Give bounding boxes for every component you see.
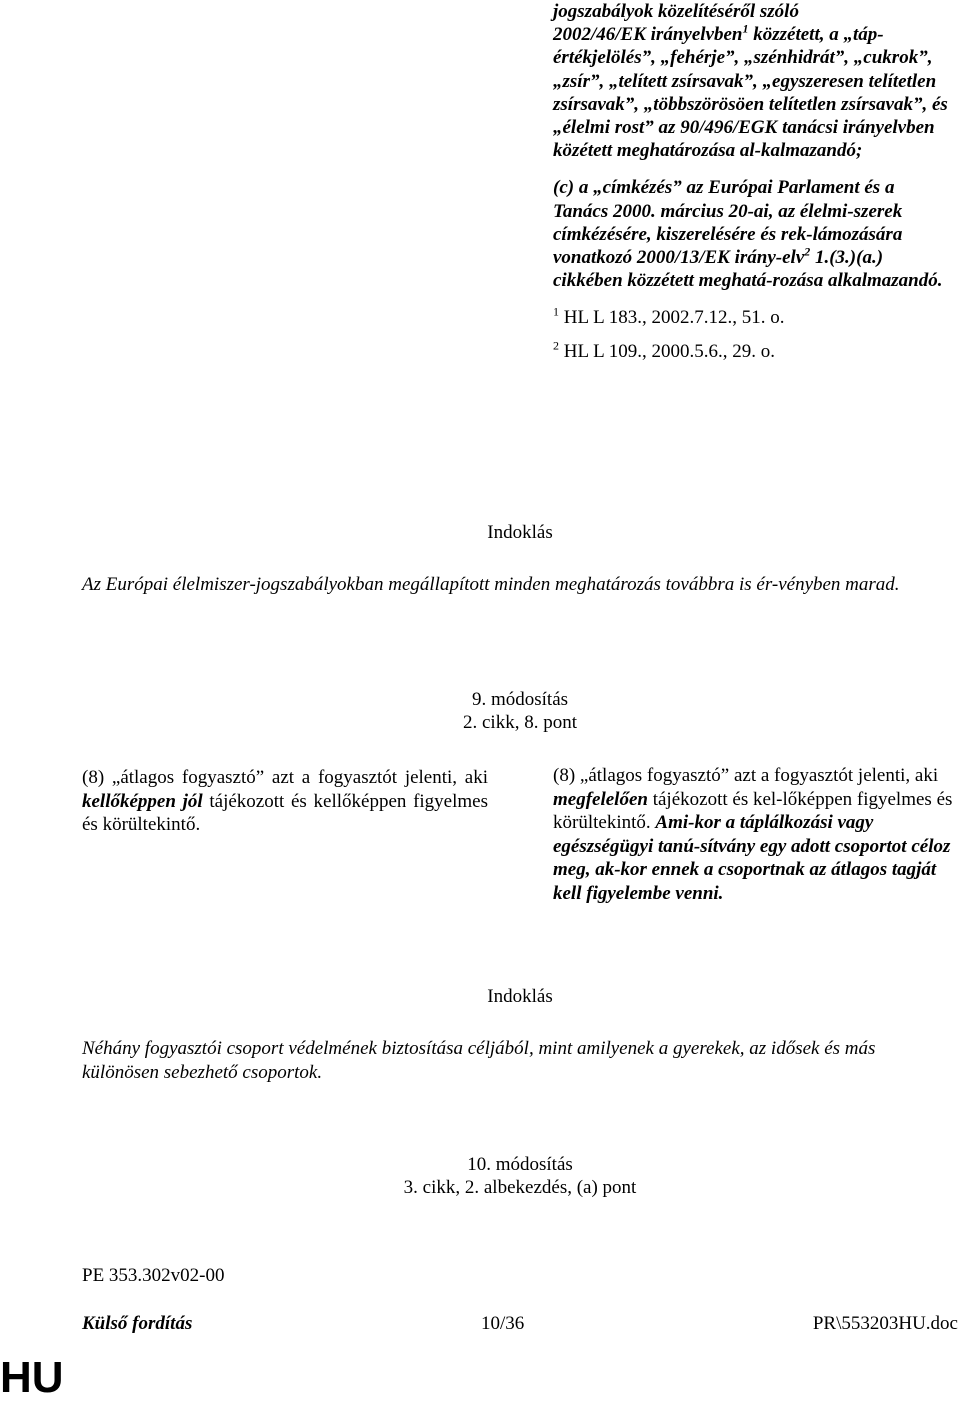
footer-page-number: 10/36: [480, 1313, 525, 1334]
justification-heading-2: Indoklás: [487, 986, 553, 1007]
para1-line1: jogszabályok közelítéséről szóló: [553, 1, 799, 22]
amendment-10-number: 10. módosítás: [467, 1154, 573, 1175]
right-text-changed: megfelelően: [553, 788, 648, 810]
para1-line2b: közzétett, a „táp-: [748, 24, 884, 46]
para2-b: 1.(3.)(a.) cikkében közzétett meghatá-rozása alkalmazandó.: [553, 247, 943, 292]
left-text-c: tájékozott és kellőképpen figyelmes és körültekintő.: [82, 790, 488, 835]
top-paragraph-1: [553, 0, 953, 162]
footnote-2-number: 2: [553, 338, 559, 353]
right-text-c: tájékozott és kel-lőképpen figyelmes és körültekintő.: [553, 788, 953, 833]
footnote-ref-1: 1: [742, 21, 749, 36]
para1-rest: értékjelölés”, „fehérje”, „szénhidrát”, „cukrok”, „zsír”, „telített zsírsavak”, „egyszeresen telítetlen zsírsavak”, „többszörösöen telítetlen zsírsavak”, és „élelmi rost” az 90/496/EGK tanácsi irányelvben közétett meghatározása al-kalmazandó;: [553, 47, 948, 162]
amendment-9-amended-text: [553, 764, 958, 905]
amendment-10-reference: 3. cikk, 2. albekezdés, (a) pont: [403, 1177, 637, 1198]
footnote-1-number: 1: [553, 305, 559, 320]
footnote-1-text: HL L 183., 2002.7.12., 51. o.: [559, 307, 785, 329]
footnote-1: [553, 306, 953, 329]
amendment-9-number: 9. módosítás: [471, 689, 569, 710]
para2-a: (c) a „címkézés” az Európai Parlament és a Tanács 2000. március 20-ai, az élelmi-szerek címkézésére, kiszerelésére és rek-lámozására vonatkozó 2000/13/EK irány-elv: [553, 177, 903, 269]
justification-heading-1: Indoklás: [487, 522, 553, 543]
footnote-ref-2: 2: [804, 244, 811, 259]
footnote-2: [553, 340, 953, 363]
justification-text-2: Néhány fogyasztói csoport védelmének biztosítása céljából, mint amilyenek a gyerekek, az idősek és más különösen sebezhető csoportok.: [82, 1038, 876, 1083]
amendment-9-reference: 2. cikk, 8. pont: [463, 712, 577, 733]
justification-text-1: Az Európai élelmiszer-jogszabályokban megállapított minden meghatározás továbbra is ér-vényben marad.: [82, 574, 900, 595]
footer-filename: PR\553203HU.doc: [812, 1313, 958, 1334]
amendment-9-original-text: [82, 766, 488, 837]
right-text-added: Ami-kor a táplálkozási vagy egészségügyi tanú-sítvány egy adott csoportot céloz meg, ak-kor ennek a csoportnak az átlagos tagját kell figyelembe venni.: [553, 812, 951, 904]
document-id: PE 353.302v02-00: [82, 1265, 225, 1286]
footer-line: [82, 1313, 958, 1335]
left-text-deleted: kellőképpen jól: [82, 790, 203, 812]
para1-line2a: 2002/46/EK irányelvben: [553, 24, 743, 46]
footnote-2-text: HL L 109., 2000.5.6., 29. o.: [559, 340, 776, 362]
amendment-text-continuation: [553, 0, 953, 363]
amendment-10-header: [82, 1153, 958, 1199]
top-paragraph-2: [553, 176, 953, 292]
amendment-9-header: [82, 688, 958, 734]
left-text-a: (8) „átlagos fogyasztó” azt a fogyasztót jelenti, aki: [82, 767, 488, 788]
footer-translation: Külső fordítás: [82, 1313, 193, 1334]
right-text-a: (8) „átlagos fogyasztó” azt a fogyasztót jelenti, aki: [553, 765, 939, 786]
language-code: HU: [0, 1353, 64, 1402]
